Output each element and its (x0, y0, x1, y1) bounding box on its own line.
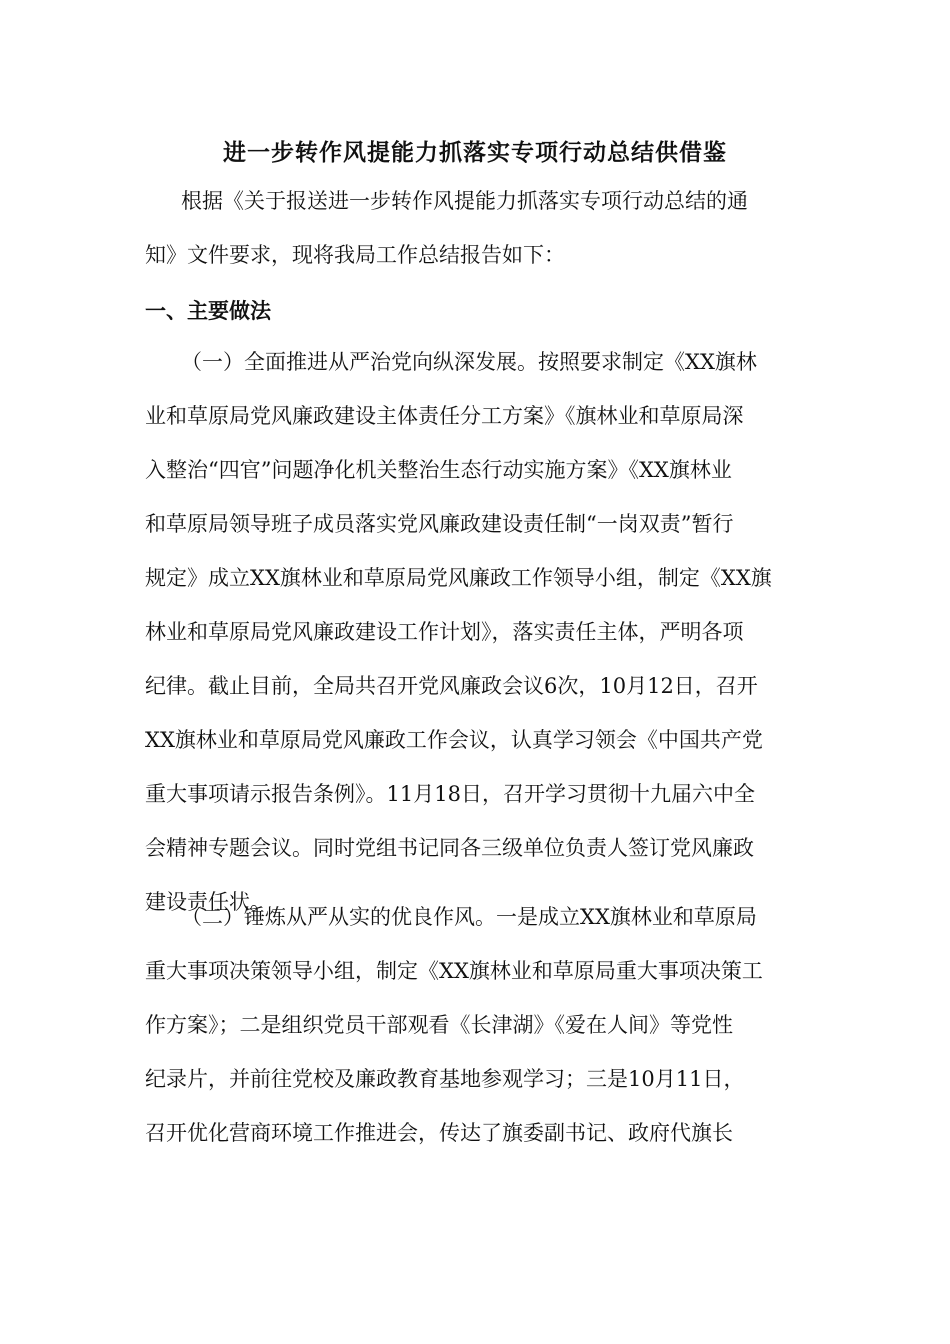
paragraph-line: 会精神专题会议。同时党组书记同各三级单位负责人签订党风廉政 (145, 836, 754, 860)
paragraph-line: 重大事项决策领导小组，制定《XX旗林业和草原局重大事项决策工 (145, 959, 763, 983)
paragraph-line: 重大事项请示报告条例》。11月18日，召开学习贯彻十九届六中全 (145, 782, 755, 806)
intro-paragraph (145, 174, 815, 282)
paragraph-line: 纪录片，并前往党校及廉政教育基地参观学习；三是10月11日， (145, 1067, 745, 1091)
intro-line: 根据《关于报送进一步转作风提能力抓落实专项行动总结的通 (181, 189, 748, 213)
paragraph-line: （二）锤炼从严从实的优良作风。一是成立XX旗林业和草原局 (181, 905, 757, 929)
paragraph-line: 建设责任状。 (145, 890, 271, 914)
paragraph-2 (145, 890, 815, 1160)
paragraph-line: XX旗林业和草原局党风廉政工作会议，认真学习领会《中国共产党 (145, 728, 763, 752)
paragraph-line: 入整治“四官”问题净化机关整治生态行动实施方案》《XX旗林业 (145, 458, 732, 482)
paragraph-line: （一）全面推进从严治党向纵深发展。按照要求制定《XX旗林 (181, 350, 757, 374)
paragraph-line: 林业和草原局党风廉政建设工作计划》，落实责任主体，严明各项 (145, 620, 744, 644)
paragraph-line: 作方案》；二是组织党员干部观看《长津湖》《爱在人间》等党性 (145, 1013, 733, 1037)
paragraph-1 (145, 335, 815, 929)
document-title: 进一步转作风提能力抓落实专项行动总结供借鉴 (223, 139, 727, 166)
paragraph-line: 业和草原局党风廉政建设主体责任分工方案》《旗林业和草原局深 (145, 404, 744, 428)
intro-line: 知》文件要求，现将我局工作总结报告如下： (145, 243, 565, 267)
section-heading-main-practices: 一、主要做法 (145, 298, 271, 323)
paragraph-line: 召开优化营商环境工作推进会，传达了旗委副书记、政府代旗长 (145, 1121, 733, 1145)
paragraph-line: 和草原局领导班子成员落实党风廉政建设责任制“一岗双责”暂行 (145, 512, 734, 536)
paragraph-line: 纪律。截止目前，全局共召开党风廉政会议6次，10月12日，召开 (145, 674, 758, 698)
paragraph-line: 规定》成立XX旗林业和草原局党风廉政工作领导小组，制定《XX旗 (145, 566, 772, 590)
